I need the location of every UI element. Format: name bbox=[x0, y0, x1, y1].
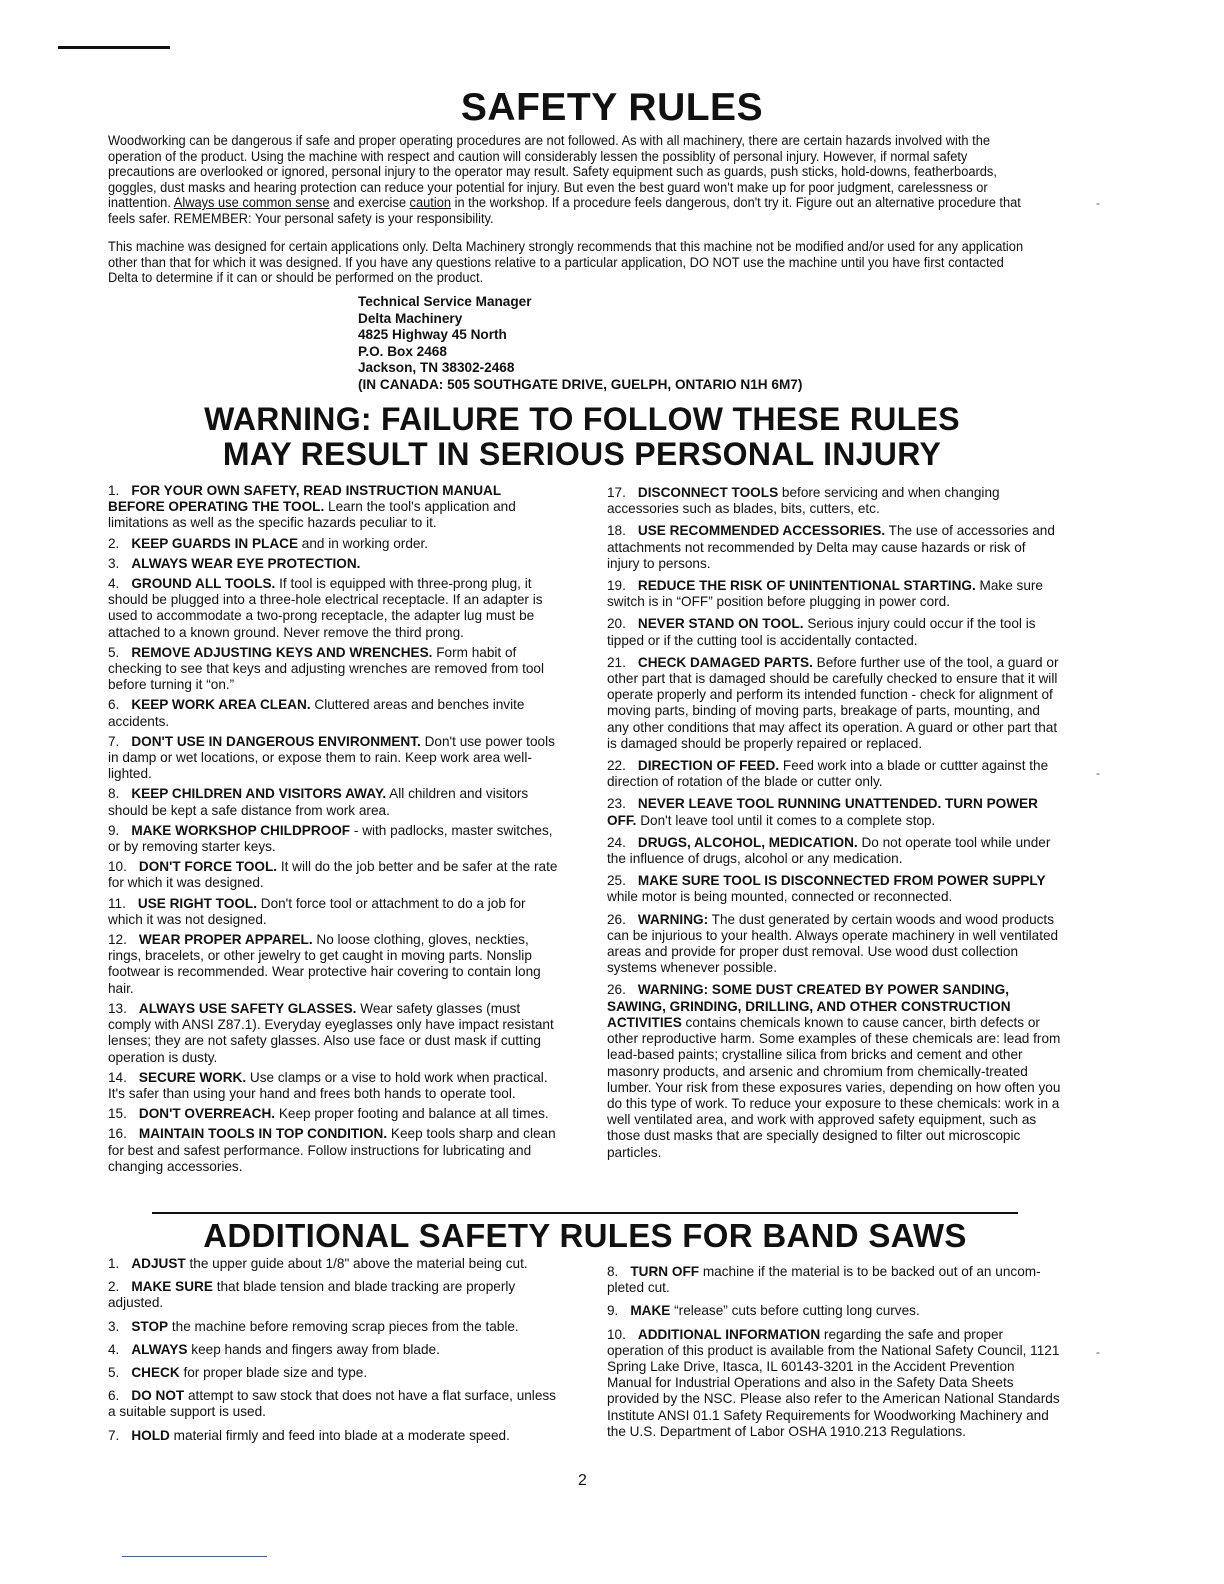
rule-text: - with padlocks, master switches, or by removing starter keys. bbox=[108, 822, 553, 855]
rule-item bbox=[607, 982, 1061, 1160]
rule-heading: GROUND ALL TOOLS. bbox=[131, 576, 276, 592]
rule-text: Don't leave tool until it comes to a complete stop. bbox=[636, 812, 936, 828]
rule-text: “release” cuts before cutting long curves. bbox=[670, 1303, 920, 1319]
rule-item bbox=[607, 912, 1061, 977]
rule-text: while motor is being mounted, connected or reconnected. bbox=[607, 889, 953, 905]
scan-speck: - bbox=[1096, 766, 1100, 780]
rule-item bbox=[108, 1106, 561, 1122]
rule-item bbox=[108, 1279, 561, 1311]
rule-heading: DRUGS, ALCOHOL, MEDICATION. bbox=[637, 834, 858, 850]
address-line: Delta Machinery bbox=[358, 310, 463, 326]
rule-number: 12. bbox=[108, 932, 127, 948]
section-divider bbox=[152, 1212, 1018, 1214]
rule-item bbox=[108, 896, 561, 928]
rule-heading: USE RIGHT TOOL. bbox=[137, 895, 257, 911]
rule-heading: ALWAYS WEAR EYE PROTECTION. bbox=[131, 555, 361, 571]
rule-item bbox=[607, 1264, 1061, 1296]
rule-text: the machine before removing scrap pieces from the table. bbox=[168, 1318, 519, 1334]
rule-number: 2. bbox=[108, 535, 120, 551]
rule-number: 7. bbox=[108, 733, 120, 749]
rule-heading: WARNING: SOME DUST CREATED BY POWER SANDING, SAWING, GRINDING, DRILLING, AND OTHER CONSTRUCTION ACTIVITIES bbox=[607, 982, 1011, 1030]
rule-text: Learn the tool's application and limitations as well as the specific hazards peculiar to it. bbox=[108, 499, 516, 531]
rule-text: attempt to saw stock that does not have a flat surface, unless a suitable support is used. bbox=[108, 1388, 556, 1420]
rule-item bbox=[607, 1327, 1061, 1440]
rule-item bbox=[108, 1342, 561, 1358]
rule-number: 1. bbox=[108, 483, 120, 498]
rule-text: Wear safety glasses (must comply with ANSI Z87.1). Everyday eyeglasses only have impact resistant lenses; they are not safety glasses. Also use face or dust mask if cutting operation is dusty. bbox=[108, 1000, 554, 1065]
rule-number: 14. bbox=[108, 1069, 127, 1085]
rule-heading: NEVER STAND ON TOOL. bbox=[637, 616, 804, 632]
rule-item bbox=[108, 823, 561, 855]
rule-heading: USE RECOMMENDED ACCESSORIES. bbox=[637, 523, 886, 539]
rule-item bbox=[108, 483, 561, 532]
scan-speck: - bbox=[1096, 196, 1100, 210]
rule-number: 8. bbox=[607, 1264, 619, 1279]
rule-heading: DIRECTION OF FEED. bbox=[637, 758, 780, 774]
rule-number: 17. bbox=[607, 485, 626, 500]
rule-heading: MAKE SURE TOOL IS DISCONNECTED FROM POWER SUPPLY bbox=[637, 873, 1046, 889]
rule-heading: SECURE WORK. bbox=[138, 1069, 247, 1085]
intro-text-c: in the workshop. If a procedure feels dangerous, don't try it. Figure out an alternative procedure that feels safer. REMEMBER: Your personal safety is your responsibility. bbox=[108, 195, 1021, 226]
rule-heading: HOLD bbox=[131, 1427, 170, 1443]
rule-number: 23. bbox=[607, 796, 626, 812]
rule-heading: STOP bbox=[131, 1318, 169, 1334]
rule-number: 25. bbox=[607, 873, 626, 889]
band-saw-heading: ADDITIONAL SAFETY RULES FOR BAND SAWS bbox=[203, 1217, 967, 1254]
rule-text: for proper blade size and type. bbox=[179, 1365, 368, 1381]
rule-item bbox=[607, 485, 1061, 517]
rule-item bbox=[108, 1388, 561, 1420]
rule-item bbox=[607, 523, 1061, 572]
rule-heading: MAKE SURE bbox=[131, 1279, 213, 1295]
rule-number: 5. bbox=[108, 1365, 120, 1381]
rule-number: 26. bbox=[607, 911, 626, 927]
rule-item bbox=[108, 734, 561, 783]
rule-number: 1. bbox=[108, 1256, 120, 1271]
rule-number: 5. bbox=[108, 644, 120, 660]
rule-heading: ADJUST bbox=[131, 1256, 186, 1271]
rule-heading: ADDITIONAL INFORMATION bbox=[637, 1326, 821, 1342]
rule-item bbox=[108, 786, 561, 818]
rule-item bbox=[607, 873, 1061, 905]
intro-text-b: and exercise bbox=[329, 195, 410, 210]
rule-item bbox=[108, 932, 561, 997]
rule-heading: REDUCE THE RISK OF UNINTENTIONAL STARTING. bbox=[637, 578, 976, 594]
rule-text: regarding the safe and proper operation of this product is available from the National Safety Council, 1121 Spring Lake Drive, Itasca, IL 60143-3201 in the Accident Prevention Manual for Industrial Operations and also in the Safety Data Sheets provided by the NSC. Please also refer to the American National Standards Institute ANSI 01.1 Safety Requirements for Woodworking Machinery and the U.S. Department of Labor OSHA 1910.213 Regulations. bbox=[607, 1326, 1060, 1439]
rule-item bbox=[607, 616, 1061, 648]
rule-text: keep hands and fingers away from blade. bbox=[187, 1341, 440, 1357]
rule-item bbox=[108, 1365, 561, 1381]
rule-item bbox=[108, 556, 561, 572]
rule-heading: MAKE bbox=[630, 1303, 671, 1319]
intro-text-a: Woodworking can be dangerous if safe and proper operating procedures are not followed. As with all machinery, there are certain hazards involved with the operation of the product. Using the machine with respect and caution will considerably lessen the possiblity of personal injury. However, if normal safety precautions are overlooked or ignored, personal injury to the operator may result. Safety equipment such as guards, push sticks, hold-downs, featherboards, goggles, dust masks and hearing protection can reduce your potential for injury. But even the best guard won't make up for poor judgment, carelessness or inattention. bbox=[108, 133, 997, 210]
rule-heading: CHECK bbox=[131, 1365, 180, 1381]
rule-heading: DON'T FORCE TOOL. bbox=[138, 859, 278, 875]
rule-item bbox=[108, 1319, 561, 1335]
rule-number: 11. bbox=[108, 895, 126, 911]
rule-item bbox=[607, 758, 1061, 790]
rule-item bbox=[108, 1001, 561, 1066]
rule-number: 18. bbox=[607, 523, 626, 539]
rule-item bbox=[108, 1126, 561, 1175]
rule-text: material firmly and feed into blade at a moderate speed. bbox=[169, 1427, 510, 1443]
rule-text: No loose clothing, gloves, neckties, rings, bracelets, or other jewelry to get caught in moving parts. Nonslip footwear is recommended. Wear protective hair covering to contain long hair. bbox=[108, 932, 541, 996]
page-title: SAFETY RULES bbox=[460, 86, 764, 129]
address-line: 4825 Highway 45 North bbox=[358, 327, 507, 343]
rule-heading: WARNING: bbox=[637, 911, 709, 927]
rule-text: Form habit of checking to see that keys and adjusting wrenches are removed from tool before turning it “on.” bbox=[108, 644, 544, 693]
rule-number: 13. bbox=[108, 1000, 127, 1016]
rule-item bbox=[108, 1256, 561, 1272]
rule-heading: WEAR PROPER APPAREL. bbox=[138, 932, 313, 948]
page-number: 2 bbox=[578, 1472, 587, 1489]
intro-paragraph-2: This machine was designed for certain applications only. Delta Machinery strongly recommends that this machine not be modified and/or used for any application other than that for which it was designed. If you have any questions relative to a particular application, DO NOT use the machine until you have first contacted Delta to determine if it can or should be performed on the product. bbox=[108, 239, 1024, 285]
rule-heading: DO NOT bbox=[131, 1388, 185, 1404]
scan-speck: - bbox=[1096, 1345, 1100, 1359]
address-line: Technical Service Manager bbox=[358, 294, 532, 309]
band-saw-rules-left-column bbox=[108, 1256, 561, 1451]
rule-heading: NEVER LEAVE TOOL RUNNING UNATTENDED. TURN POWER OFF. bbox=[607, 796, 1038, 828]
rule-item bbox=[607, 835, 1061, 867]
rule-number: 7. bbox=[108, 1427, 120, 1443]
rule-text: and in working order. bbox=[298, 535, 429, 551]
rule-heading: REMOVE ADJUSTING KEYS AND WRENCHES. bbox=[131, 644, 433, 660]
rule-text: Cluttered areas and benches invite accidents. bbox=[108, 697, 525, 729]
rule-number: 2. bbox=[108, 1279, 120, 1295]
address-line: (IN CANADA: 505 SOUTHGATE DRIVE, GUELPH, ONTARIO N1H 6M7) bbox=[358, 376, 803, 392]
rule-number: 4. bbox=[108, 576, 120, 592]
rule-text: Feed work into a blade or cuttter against the direction of rotation of the blade or cutter only. bbox=[607, 758, 1049, 790]
general-rules-right-column bbox=[607, 485, 1061, 1167]
rule-number: 10. bbox=[108, 859, 127, 875]
rule-text: The use of accessories and attachments not recommended by Delta may cause hazards or risk of injury to persons. bbox=[607, 523, 1055, 571]
rule-heading: KEEP CHILDREN AND VISITORS AWAY. bbox=[131, 786, 387, 802]
rule-text: Use clamps or a vise to hold work when practical. It's safer than using your hand and frees both hands to operate tool. bbox=[108, 1069, 548, 1101]
rule-text: that blade tension and blade tracking are properly adjusted. bbox=[108, 1279, 516, 1311]
rule-heading: ALWAYS USE SAFETY GLASSES. bbox=[138, 1000, 357, 1016]
rule-heading: ALWAYS bbox=[131, 1341, 188, 1357]
rule-heading: DON'T USE IN DANGEROUS ENVIRONMENT. bbox=[131, 733, 421, 749]
rule-heading: TURN OFF bbox=[630, 1264, 700, 1279]
general-rules-left-column bbox=[108, 483, 561, 1179]
warning-heading-line-1: WARNING: FAILURE TO FOLLOW THESE RULES bbox=[204, 401, 960, 437]
rule-text: All children and visitors should be kept a safe distance from work area. bbox=[108, 786, 529, 818]
rule-number: 19. bbox=[607, 578, 626, 594]
rule-text: Do not operate tool while under the influence of drugs, alcohol or any medication. bbox=[607, 834, 1051, 867]
rule-heading: KEEP WORK AREA CLEAN. bbox=[131, 697, 311, 713]
rule-text: the upper guide about 1/8" above the material being cut. bbox=[185, 1256, 528, 1271]
intro-underline-common-sense: Always use common sense bbox=[173, 195, 330, 210]
address-line: Jackson, TN 38302-2468 bbox=[358, 360, 515, 376]
rule-item bbox=[108, 697, 561, 729]
rule-number: 3. bbox=[108, 555, 120, 571]
rule-text: It will do the job better and be safer at the rate for which it was designed. bbox=[108, 859, 558, 891]
intro-underline-caution: caution bbox=[409, 195, 452, 210]
rule-number: 24. bbox=[607, 834, 626, 850]
rule-text: The dust generated by certain woods and wood products can be injurious to your health. Always operate machinery in well ventilated areas and provide for proper dust removal. Use wood dust collection systems whenever possible. bbox=[607, 911, 1059, 976]
rule-heading: DISCONNECT TOOLS bbox=[637, 485, 779, 500]
rule-text: contains chemicals known to cause cancer, birth defects or other reproductive harm. Some examples of these chemicals are: lead from lead-based paints; crystalline silica from bricks and cement and other masonry products, and arsenic and chromium from chemically-treated lumber. Your risk from these exposures varies, depending on how often you do this type of work. To reduce your exposure to these chemicals: work in a well ventilated area, and work with approved safety equipment, such as those dust masks that are specially designed to filter out microscopic particles. bbox=[607, 1014, 1061, 1160]
rule-number: 6. bbox=[108, 697, 120, 713]
rule-text: Don't use power tools in damp or wet locations, or expose them to rain. Keep work area well-lighted. bbox=[108, 733, 555, 782]
rule-number: 21. bbox=[607, 654, 626, 670]
rule-number: 9. bbox=[108, 822, 120, 838]
rule-number: 10. bbox=[607, 1326, 626, 1342]
rule-text: before servicing and when changing accessories such as blades, bits, cutters, etc. bbox=[607, 485, 1000, 517]
rule-number: 9. bbox=[607, 1303, 619, 1319]
rule-text: Keep tools sharp and clean for best and safest performance. Follow instructions for lubricating and changing accessories. bbox=[108, 1126, 556, 1174]
rule-item bbox=[108, 1070, 561, 1102]
rule-heading: CHECK DAMAGED PARTS. bbox=[637, 654, 813, 670]
rule-number: 4. bbox=[108, 1341, 120, 1357]
rule-item bbox=[607, 796, 1061, 828]
rule-text: Don't force tool or attachment to do a job for which it was not designed. bbox=[108, 895, 526, 927]
scan-mark-top bbox=[58, 46, 170, 49]
band-saw-rules-right-column bbox=[607, 1264, 1061, 1447]
rule-text: Keep proper footing and balance at all times. bbox=[275, 1106, 549, 1122]
rule-number: 3. bbox=[108, 1318, 120, 1334]
rule-heading: KEEP GUARDS IN PLACE bbox=[131, 535, 299, 551]
rule-number: 15. bbox=[108, 1106, 127, 1122]
rule-number: 22. bbox=[607, 758, 626, 774]
rule-item bbox=[607, 655, 1061, 752]
rule-number: 8. bbox=[108, 786, 120, 802]
rule-number: 20. bbox=[607, 616, 626, 632]
rule-item bbox=[607, 578, 1061, 610]
rule-heading: FOR YOUR OWN SAFETY, READ INSTRUCTION MANUAL BEFORE OPERATING THE TOOL. bbox=[108, 483, 501, 515]
rule-number: 26. bbox=[607, 982, 626, 998]
scan-mark-bottom bbox=[122, 1556, 267, 1557]
rule-text: Make sure switch is in “OFF” position before plugging in power cord. bbox=[607, 578, 1043, 610]
rule-heading: MAKE WORKSHOP CHILDPROOF bbox=[131, 822, 351, 838]
rule-text: Before further use of the tool, a guard or other part that is damaged should be carefully checked to ensure that it will operate properly and perform its intended function - check for alignment of moving parts, binding of moving parts, breakage of parts, mounting, and any other conditions that may affect its operation. A guard or other part that is damaged should be properly repaired or replaced. bbox=[607, 654, 1059, 751]
warning-heading-line-2: MAY RESULT IN SERIOUS PERSONAL INJURY bbox=[222, 436, 942, 472]
rule-text: machine if the material is to be backed out of an uncom-pleted cut. bbox=[607, 1264, 1041, 1296]
rule-item bbox=[108, 859, 561, 891]
rule-text: Serious injury could occur if the tool is tipped or if the cutting tool is accidentally contacted. bbox=[607, 616, 1036, 648]
rule-item bbox=[108, 576, 561, 641]
address-line: P.O. Box 2468 bbox=[358, 343, 447, 359]
rule-heading: DON'T OVERREACH. bbox=[138, 1106, 276, 1122]
rule-item bbox=[108, 645, 561, 694]
rule-number: 16. bbox=[108, 1126, 127, 1142]
rule-heading: MAINTAIN TOOLS IN TOP CONDITION. bbox=[138, 1126, 388, 1142]
contact-address bbox=[358, 294, 802, 394]
rule-text: If tool is equipped with three-prong plug, it should be plugged into a three-hole electrical receptacle. If an adapter is used to accommodate a two-prong receptacle, the adapter lug must be attached to a known ground. Never remove the third prong. bbox=[108, 576, 543, 640]
rule-item bbox=[607, 1303, 1061, 1319]
intro-paragraph-1 bbox=[108, 133, 1025, 226]
rule-number: 6. bbox=[108, 1388, 120, 1404]
rule-item bbox=[108, 1428, 561, 1444]
rule-item bbox=[108, 536, 561, 552]
